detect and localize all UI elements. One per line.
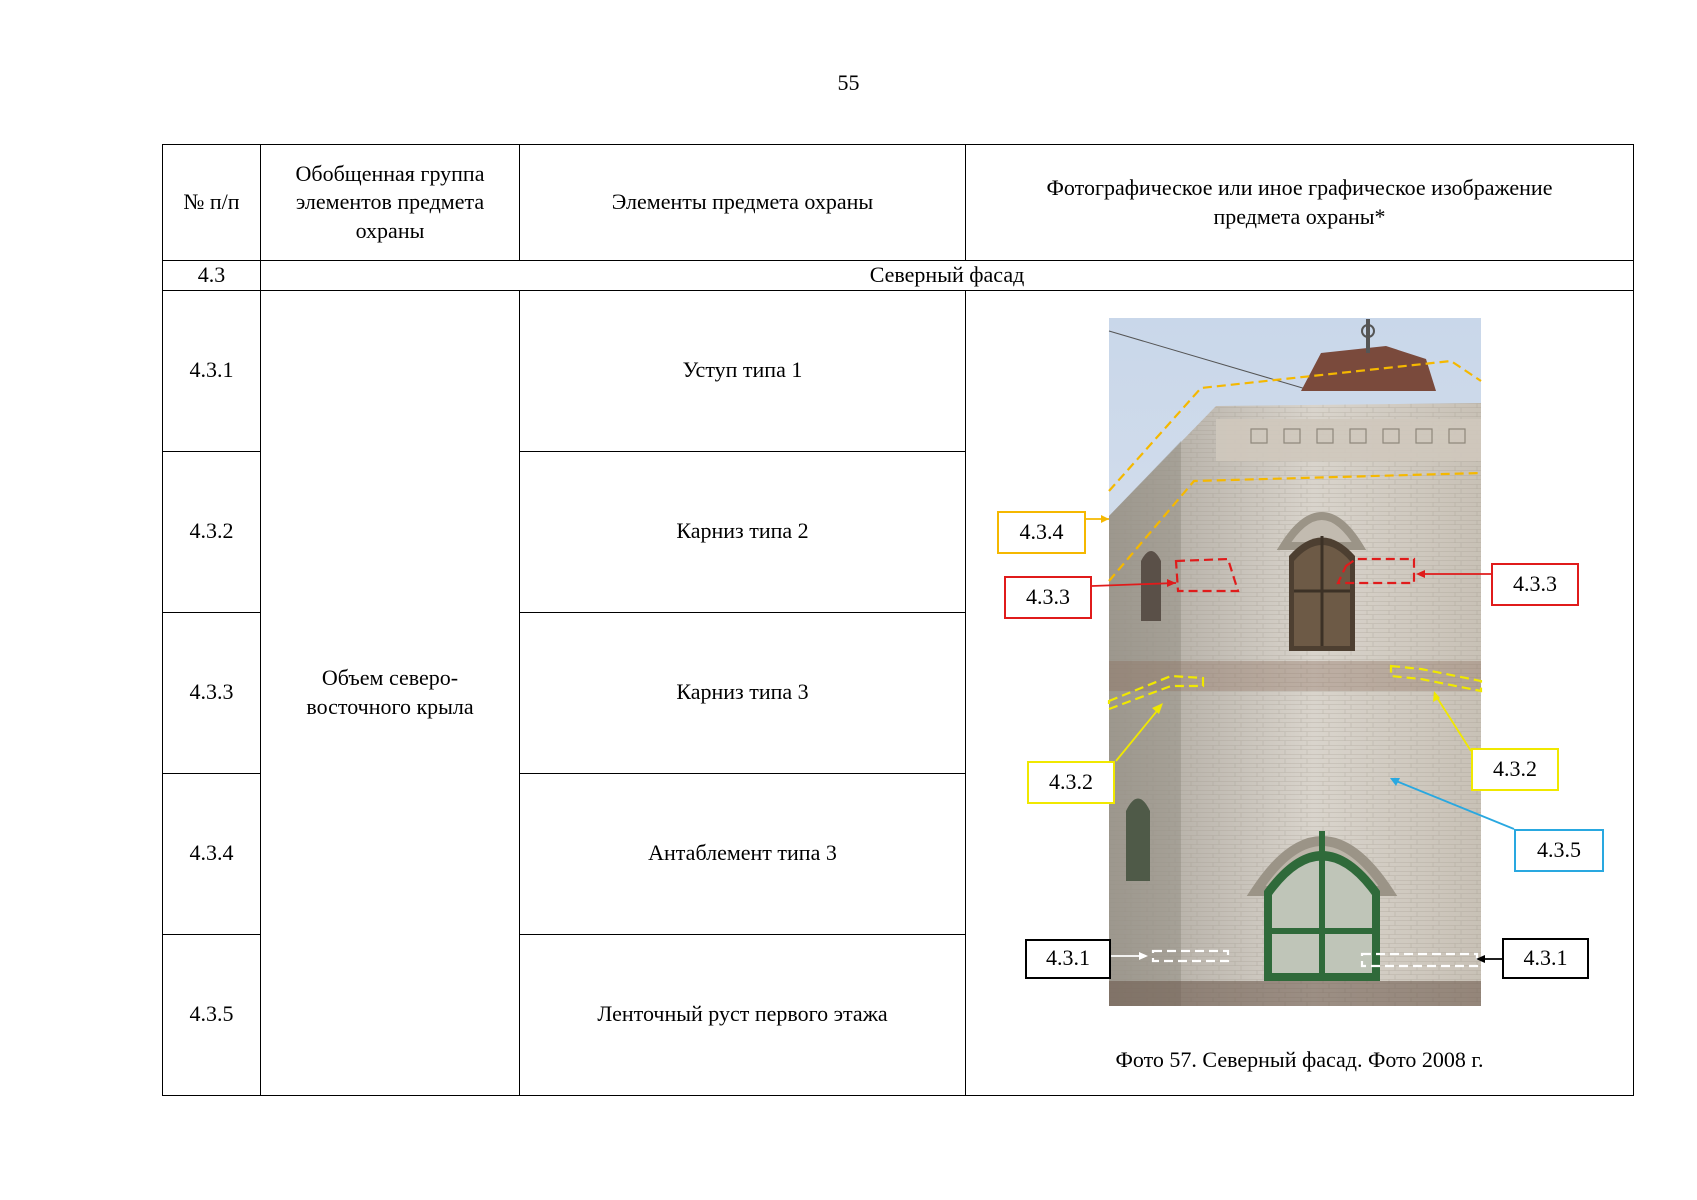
protection-table (162, 144, 1634, 1096)
callout-4-3-5 (1514, 829, 1604, 872)
row-num: 4.3.1 (163, 290, 261, 451)
photo-caption: Фото 57. Северный фасад. Фото 2008 г. (1115, 1046, 1484, 1072)
callout-label: 4.3.2 (1493, 755, 1537, 781)
group-name: Объем северо-восточного крыла (261, 290, 520, 1095)
row-num: 4.3.2 (163, 451, 261, 612)
callout-label: 4.3.4 (1019, 518, 1064, 544)
row-element: Антаблемент типа 3 (520, 773, 966, 934)
row-num: 4.3.5 (163, 934, 261, 1095)
callout-label: 4.3.1 (1046, 945, 1090, 971)
photo-area (966, 291, 1633, 1094)
callout-label: 4.3.2 (1049, 768, 1093, 794)
photo-cell (966, 290, 1634, 1095)
section-num: 4.3 (163, 261, 261, 291)
callout-4-3-4 (997, 511, 1086, 554)
header-elements: Элементы предмета охраны (520, 145, 966, 261)
row-element: Уступ типа 1 (520, 290, 966, 451)
row-num: 4.3.4 (163, 773, 261, 934)
table-header-row (163, 145, 1634, 261)
row-element: Ленточный руст первого этажа (520, 934, 966, 1095)
section-title: Северный фасад (261, 261, 1634, 291)
callout-label: 4.3.1 (1523, 944, 1568, 970)
header-image: Фотографическое или иное графическое изображение предмета охраны* (966, 145, 1634, 261)
row-element: Карниз типа 3 (520, 612, 966, 773)
callout-label: 4.3.5 (1537, 836, 1581, 862)
section-row (163, 261, 1634, 291)
callout-4-3-2-right (1471, 748, 1559, 791)
callout-label: 4.3.3 (1026, 583, 1070, 609)
callout-4-3-1-right (1502, 938, 1589, 979)
header-group: Обобщенная группа элементов предмета охраны (261, 145, 520, 261)
callout-4-3-2-left (1027, 761, 1115, 804)
page-number: 55 (837, 70, 860, 95)
table-row (163, 290, 1634, 451)
callout-label: 4.3.3 (1513, 570, 1557, 596)
building-photo (1109, 318, 1481, 1006)
header-num: № п/п (163, 145, 261, 261)
callout-4-3-3-left (1004, 576, 1092, 619)
callout-4-3-3-right (1491, 563, 1579, 606)
row-num: 4.3.3 (163, 612, 261, 773)
callout-4-3-1-left (1025, 939, 1111, 979)
row-element: Карниз типа 2 (520, 451, 966, 612)
